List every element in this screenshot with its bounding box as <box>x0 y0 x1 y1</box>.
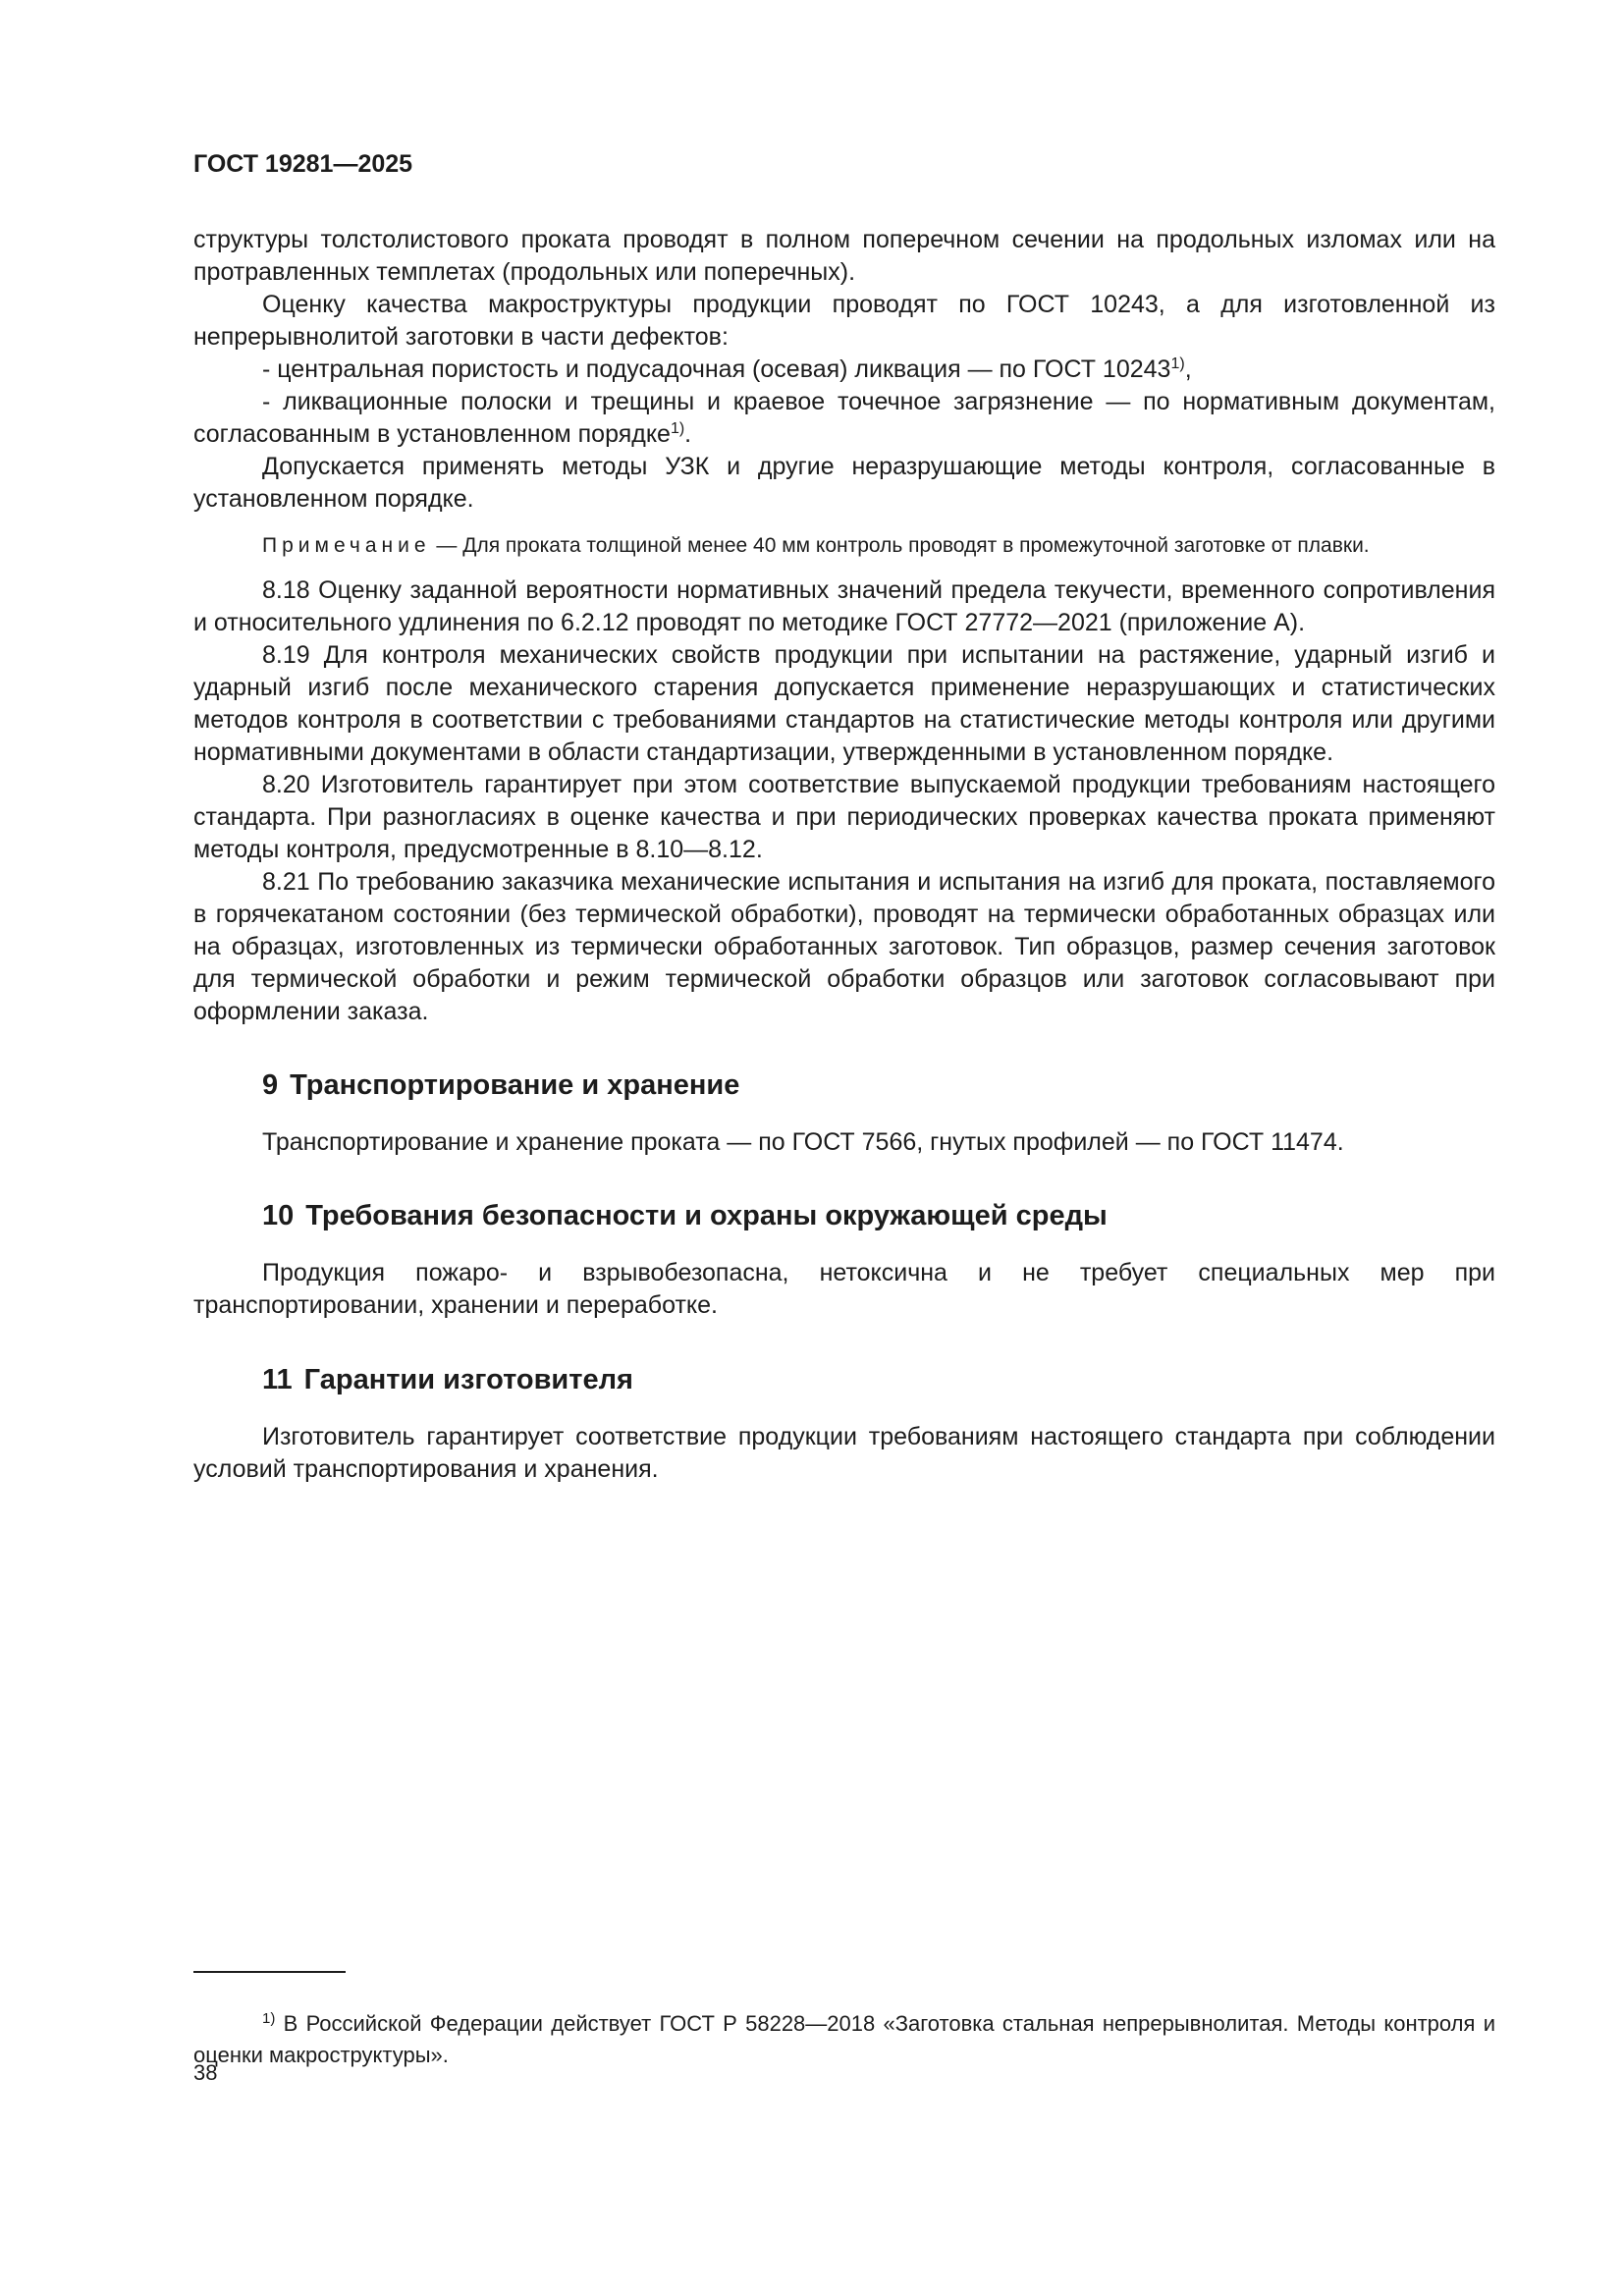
footnote <box>193 2008 1495 2071</box>
clause-number: 8.21 <box>262 868 310 896</box>
section-number: 9 <box>262 1069 279 1101</box>
list-item-text: - центральная пористость и подусадочная (осевая) ликвация — по ГОСТ 10243 <box>262 355 1171 383</box>
clause-8-19 <box>193 639 1495 769</box>
clause-number: 8.20 <box>262 771 310 798</box>
footnote-reference: 1) <box>1170 355 1185 372</box>
clause-text: По требованию заказчика механические испытания и испытания на изгиб для проката, поставляемого в горячекатаном состоянии (без термической обработки), проводят на термически обработанных образцах или на образцах, изготовленных из термически обработанных заготовок. Тип образцов, размер сечения заготовок для термической обработки и режим термической обработки образцов или заготовок согласовывают при оформлении заказа. <box>193 868 1495 1025</box>
footnote-divider <box>193 1971 346 1973</box>
section-title: Гарантии изготовителя <box>303 1364 633 1395</box>
section-number: 10 <box>262 1200 295 1231</box>
page-number: 38 <box>193 2060 218 2085</box>
paragraph: Оценку качества макроструктуры продукции проводят по ГОСТ 10243, а для изготовленной из непрерывнолитой заготовки в части дефектов: <box>193 291 1495 351</box>
note-text: — Для проката толщиной менее 40 мм контроль проводят в промежуточной заготовке от плавки. <box>430 534 1370 557</box>
section-number: 11 <box>262 1364 293 1395</box>
list-item-text: - ликвационные полоски и трещины и краевое точечное загрязнение — по нормативным документам, согласованным в установленном порядке <box>193 388 1495 448</box>
list-item: - ликвационные полоски и трещины и краевое точечное загрязнение — по нормативным документам, согласованным в установленном порядке$^{1)}$. <box>193 388 1495 448</box>
paragraph: Допускается применять методы УЗК и другие неразрушающие методы контроля, согласованные в установленном порядке. <box>193 453 1495 513</box>
note <box>193 531 1495 561</box>
section-heading-9 <box>193 1067 1495 1103</box>
note-label: Примечание <box>262 534 431 557</box>
section-title: Требования безопасности и охраны окружающей среды <box>305 1200 1108 1231</box>
footnote-mark: 1) <box>262 2010 276 2027</box>
clause-text: Оценку заданной вероятности нормативных значений предела текучести, временного сопротивления и относительного удлинения по 6.2.12 проводят по методике ГОСТ 27772—2021 (приложение А). <box>193 576 1495 636</box>
section-10-text: Продукция пожаро- и взрывобезопасна, нетоксична и не требует специальных мер при транспортировании, хранении и переработке. <box>193 1259 1495 1319</box>
section-heading-11 <box>193 1362 1495 1397</box>
document-header: ГОСТ 19281—2025 <box>193 150 413 178</box>
clause-8-20 <box>193 769 1495 866</box>
section-title: Транспортирование и хранение <box>290 1069 740 1101</box>
footnote-text: В Российской Федерации действует ГОСТ Р 58228—2018 «Заготовка стальная непрерывнолитая. Методы контроля и оценки макроструктуры». <box>193 2011 1495 2067</box>
clause-8-18 <box>193 574 1495 639</box>
section-heading-10 <box>193 1198 1495 1233</box>
section-9-text: Транспортирование и хранение проката — по ГОСТ 7566, гнутых профилей — по ГОСТ 11474. <box>262 1128 1344 1156</box>
paragraph: структуры толстолистового проката проводят в полном поперечном сечении на продольных изломах или на протравленных темплетах (продольных или поперечных). <box>193 226 1495 286</box>
clause-8-21 <box>193 866 1495 1028</box>
clause-number: 8.18 <box>262 576 310 604</box>
footnote-reference: 1) <box>670 420 685 437</box>
list-item: - центральная пористость и подусадочная (осевая) ликвация — по ГОСТ 10243$^{1)}$, <box>262 355 1192 383</box>
clause-number: 8.19 <box>262 641 310 669</box>
clause-text: Для контроля механических свойств продукции при испытании на растяжение, ударный изгиб и ударный изгиб после механического старения допускается применение неразрушающих и статистических методов контроля в соответствии с требованиями стандартов на статистические методы контроля или другими нормативными документами в области стандартизации, утвержденными в установленном порядке. <box>193 641 1495 766</box>
clause-text: Изготовитель гарантирует при этом соответствие выпускаемой продукции требованиям настоящего стандарта. При разногласиях в оценке качества и при периодических проверках качества проката применяют методы контроля, предусмотренные в 8.10—8.12. <box>193 771 1495 863</box>
section-11-text: Изготовитель гарантирует соответствие продукции требованиям настоящего стандарта при соблюдении условий транспортирования и хранения. <box>193 1423 1495 1483</box>
document-body <box>193 224 1495 1486</box>
